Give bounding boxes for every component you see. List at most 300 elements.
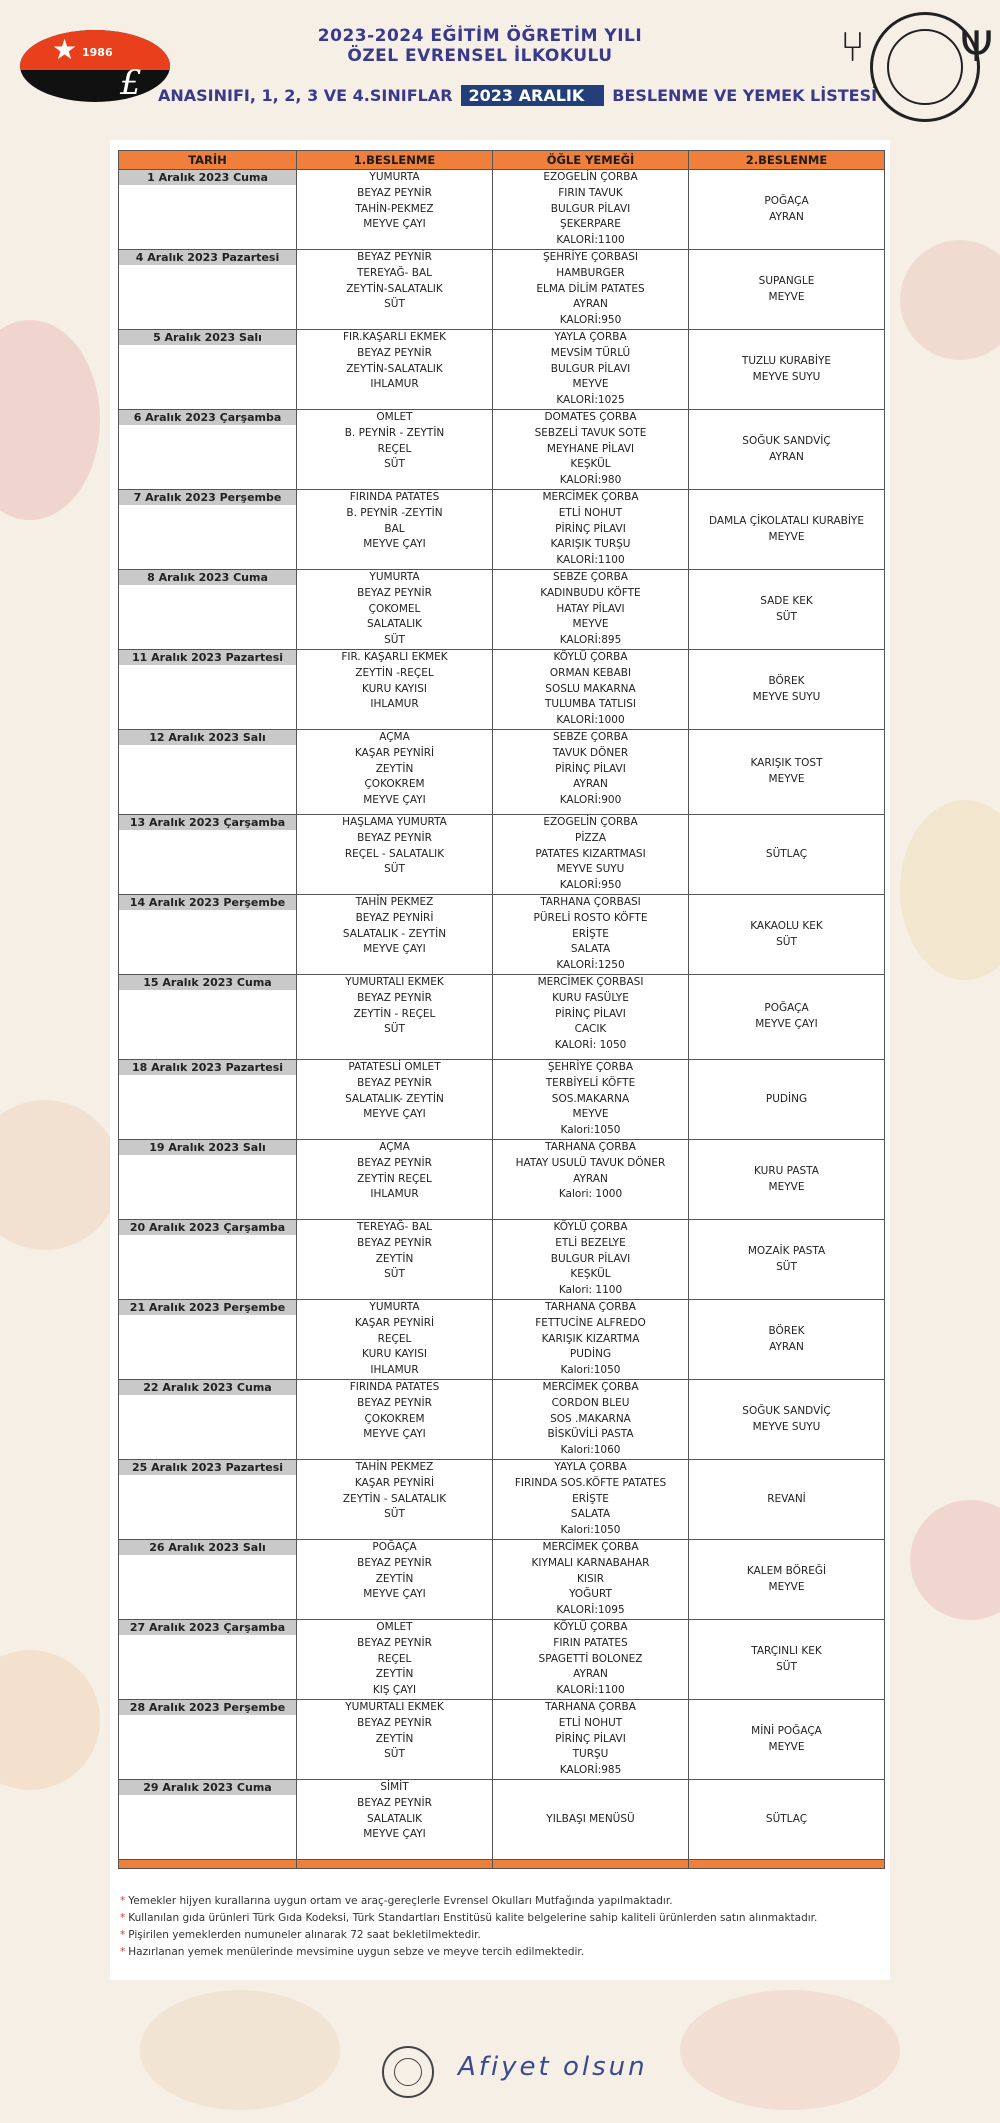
cell-date bbox=[119, 490, 297, 570]
cell-breakfast1 bbox=[297, 1700, 493, 1780]
cell-date bbox=[119, 815, 297, 895]
date-label: 28 Aralık 2023 Perşembe bbox=[119, 1700, 296, 1715]
menu-item: SALATA bbox=[570, 943, 611, 956]
menu-item: KURU KAYISI bbox=[362, 1348, 427, 1361]
cell-breakfast1 bbox=[297, 815, 493, 895]
page-header bbox=[0, 0, 1000, 140]
menu-item: PÜRELİ ROSTO KÖFTE bbox=[533, 911, 648, 924]
bg-decoration bbox=[680, 1990, 900, 2110]
date-label: 5 Aralık 2023 Salı bbox=[119, 330, 296, 345]
header-lunch: ÖĞLE YEMEĞİ bbox=[493, 151, 689, 170]
menu-item: TARHANA ÇORBA bbox=[545, 1701, 636, 1713]
menu-item: KIŞ ÇAYI bbox=[372, 1684, 417, 1697]
menu-item: KALORİ:950 bbox=[559, 879, 622, 892]
menu-item: YUMURTALI EKMEK bbox=[345, 976, 444, 988]
menu-item: KAŞAR PEYNİRİ bbox=[354, 746, 435, 759]
cell-lunch bbox=[493, 1380, 689, 1460]
menu-item: KALORİ:985 bbox=[559, 1764, 622, 1777]
table-row bbox=[119, 815, 885, 895]
menu-item: ŞEKERPARE bbox=[560, 218, 621, 231]
cell-breakfast1 bbox=[297, 1460, 493, 1540]
cell-breakfast2 bbox=[689, 975, 885, 1060]
menu-item: SÜTLAÇ bbox=[765, 847, 808, 860]
menu-item: BÖREK bbox=[768, 674, 805, 687]
cell-date bbox=[119, 250, 297, 330]
cell-breakfast2 bbox=[689, 570, 885, 650]
menu-item: KURU PASTA bbox=[754, 1164, 819, 1177]
menu-item: SÜT bbox=[384, 1023, 405, 1036]
menu-item: BEYAZ PEYNİR bbox=[357, 251, 432, 263]
menu-item: BEYAZ PEYNİR bbox=[357, 1556, 432, 1569]
menu-item: MEYVE bbox=[768, 1180, 805, 1193]
menu-item: MEYVE bbox=[768, 1740, 805, 1753]
menu-item: SPAGETTİ BOLONEZ bbox=[538, 1652, 643, 1665]
menu-item: SÜT bbox=[384, 634, 405, 647]
menu-item: YAYLA ÇORBA bbox=[554, 331, 627, 343]
menu-item: HATAY PİLAVI bbox=[556, 602, 625, 615]
menu-item: SÜT bbox=[384, 1508, 405, 1521]
cell-lunch bbox=[493, 170, 689, 250]
menu-item: MEYVE ÇAYI bbox=[363, 1108, 426, 1121]
menu-item: MEYVE bbox=[572, 618, 609, 631]
menu-item: MEYVE bbox=[768, 773, 805, 785]
menu-item: BEYAZ PEYNİR bbox=[357, 1156, 432, 1169]
menu-item: KALORİ:1100 bbox=[556, 1684, 625, 1697]
menu-item: REÇEL bbox=[377, 1652, 412, 1665]
date-label: 6 Aralık 2023 Çarşamba bbox=[119, 410, 296, 425]
menu-item: KALORİ:895 bbox=[559, 634, 622, 647]
cell-date bbox=[119, 570, 297, 650]
menu-item: SADE KEK bbox=[760, 594, 813, 607]
note-item: * Pişirilen yemeklerden numuneler alınarak 72 saat bekletilmektedir. bbox=[120, 1929, 481, 1941]
menu-item: KALORİ:1095 bbox=[556, 1604, 625, 1617]
cell-date bbox=[119, 1060, 297, 1140]
menu-item: SÜT bbox=[776, 610, 797, 623]
menu-item: KAKAOLU KEK bbox=[750, 919, 823, 932]
star-icon: ★ bbox=[52, 33, 78, 66]
menu-item: MEYVE ÇAYI bbox=[755, 1018, 818, 1030]
cell-lunch bbox=[493, 650, 689, 730]
menu-item: YUMURTA bbox=[369, 571, 420, 583]
menu-item: AÇMA bbox=[379, 731, 410, 743]
menu-item: ZEYTİN-SALATALIK bbox=[346, 362, 443, 375]
cell-date bbox=[119, 1220, 297, 1300]
note-item: * Hazırlanan yemek menülerinde mevsimine uygun sebze ve meyve tercih edilmektedir. bbox=[120, 1946, 585, 1958]
menu-item: TERBİYELİ KÖFTE bbox=[545, 1076, 636, 1089]
date-label: 21 Aralık 2023 Perşembe bbox=[119, 1300, 296, 1315]
menu-item: REVANİ bbox=[767, 1492, 806, 1505]
menu-item: KARIŞIK TURŞU bbox=[550, 538, 631, 551]
cell-date bbox=[119, 1780, 297, 1860]
header-breakfast2: 2.BESLENME bbox=[689, 151, 885, 170]
menu-item: AÇMA bbox=[379, 1141, 410, 1153]
school-name: ÖZEL EVRENSEL İLKOKULU bbox=[347, 46, 613, 66]
menu-item: CORDON BLEU bbox=[551, 1396, 630, 1409]
cell-breakfast2 bbox=[689, 1300, 885, 1380]
footer-bar-cell bbox=[119, 1860, 297, 1869]
note-item: * Yemekler hijyen kurallarına uygun ortam ve araç-gereçlerle Evrensel Okulları Mutfağında yapılmaktadır. bbox=[120, 1895, 673, 1907]
cell-lunch bbox=[493, 1620, 689, 1700]
menu-item: MEVSİM TÜRLÜ bbox=[550, 346, 631, 359]
cell-breakfast1 bbox=[297, 1380, 493, 1460]
cell-date bbox=[119, 330, 297, 410]
cell-date bbox=[119, 895, 297, 975]
cell-breakfast1 bbox=[297, 1300, 493, 1380]
bg-decoration bbox=[0, 1100, 120, 1250]
menu-item: MERCİMEK ÇORBA bbox=[542, 491, 639, 503]
table-header-row bbox=[119, 151, 885, 170]
cell-breakfast1 bbox=[297, 730, 493, 815]
cell-breakfast2 bbox=[689, 815, 885, 895]
menu-item: HATAY USULÜ TAVUK DÖNER bbox=[515, 1156, 666, 1169]
date-label: 14 Aralık 2023 Perşembe bbox=[119, 895, 296, 910]
menu-item: KAŞAR PEYNİRİ bbox=[354, 1316, 435, 1329]
cell-lunch bbox=[493, 1780, 689, 1860]
cell-date bbox=[119, 1300, 297, 1380]
cell-lunch bbox=[493, 1700, 689, 1780]
menu-item: SOĞUK SANDVİÇ bbox=[742, 434, 831, 447]
date-label: 15 Aralık 2023 Cuma bbox=[119, 975, 296, 990]
menu-item: SÜT bbox=[384, 1268, 405, 1281]
cell-breakfast2 bbox=[689, 1140, 885, 1220]
menu-item: CACIK bbox=[574, 1023, 607, 1036]
table-row bbox=[119, 1300, 885, 1380]
table-row bbox=[119, 1700, 885, 1780]
menu-item: SALATALIK- ZEYTİN bbox=[345, 1092, 444, 1105]
menu-subtitle bbox=[158, 82, 878, 108]
menu-item: FIRINDA PATATES bbox=[349, 491, 440, 503]
menu-item: TEREYAĞ- BAL bbox=[356, 1221, 433, 1233]
menu-item: ZEYTİN bbox=[375, 1252, 414, 1265]
menu-item: MEYVE ÇAYI bbox=[363, 943, 426, 956]
menu-item: FETTUCİNE ALFREDO bbox=[535, 1316, 646, 1329]
menu-item: ÇOKOKREM bbox=[364, 778, 425, 791]
menu-item: BEYAZ PEYNİR bbox=[357, 1636, 432, 1649]
date-label: 29 Aralık 2023 Cuma bbox=[119, 1780, 296, 1795]
menu-item: TAHİN-PEKMEZ bbox=[355, 202, 434, 215]
cell-breakfast1 bbox=[297, 1140, 493, 1220]
table-footer-bar bbox=[119, 1860, 885, 1869]
menu-item: MEYVE SUYU bbox=[752, 1420, 821, 1433]
menu-item: TULUMBA TATLISI bbox=[545, 698, 636, 711]
menu-item: SÜT bbox=[776, 1260, 797, 1273]
date-label: 19 Aralık 2023 Salı bbox=[119, 1140, 296, 1155]
menu-item: PİRİNÇ PİLAVI bbox=[555, 1732, 626, 1745]
menu-item: ZEYTİN bbox=[375, 762, 414, 775]
cell-breakfast1 bbox=[297, 570, 493, 650]
menu-item: BEYAZ PEYNİR bbox=[357, 1796, 432, 1809]
menu-item: KÖYLÜ ÇORBA bbox=[553, 1621, 628, 1633]
cell-breakfast1 bbox=[297, 250, 493, 330]
menu-item: SÜT bbox=[776, 1660, 797, 1673]
menu-item: SALATALIK bbox=[366, 1812, 423, 1825]
menu-item: ETLİ NOHUT bbox=[558, 506, 623, 519]
menu-item: REÇEL - SALATALIK bbox=[344, 847, 445, 860]
menu-item: PİZZA bbox=[575, 831, 606, 844]
menu-item: SÜT bbox=[384, 298, 405, 311]
menu-item: ZEYTİN bbox=[375, 1732, 414, 1745]
month-badge: 2023 ARALIK bbox=[461, 85, 605, 106]
menu-item: BULGUR PİLAVI bbox=[550, 362, 631, 375]
menu-item: ZEYTİN - SALATALIK bbox=[342, 1492, 447, 1505]
menu-table bbox=[118, 150, 885, 1869]
date-label: 25 Aralık 2023 Pazartesi bbox=[119, 1460, 296, 1475]
menu-item: ZEYTİN REÇEL bbox=[357, 1172, 432, 1185]
footer-bar-cell bbox=[493, 1860, 689, 1869]
cell-lunch bbox=[493, 1540, 689, 1620]
menu-item: KEŞKÜL bbox=[570, 458, 611, 471]
logo-letter: £ bbox=[120, 63, 142, 102]
table-row bbox=[119, 1380, 885, 1460]
cell-breakfast1 bbox=[297, 895, 493, 975]
cell-breakfast2 bbox=[689, 1460, 885, 1540]
menu-item: MEYVE ÇAYI bbox=[363, 1588, 426, 1601]
menu-item: BÖREK bbox=[768, 1324, 805, 1337]
cell-lunch bbox=[493, 250, 689, 330]
bg-decoration bbox=[900, 240, 1000, 360]
menu-item: SÜT bbox=[384, 458, 405, 471]
menu-item: REÇEL bbox=[377, 442, 412, 455]
header-date: TARİH bbox=[119, 151, 297, 170]
menu-item: KALORİ:950 bbox=[559, 314, 622, 327]
menu-item: SÜT bbox=[384, 1748, 405, 1761]
menu-item: MEYVE ÇAYI bbox=[363, 1828, 426, 1841]
fork-icon: ⑂ bbox=[840, 22, 866, 71]
menu-item: ŞEHRİYE ÇORBA bbox=[547, 1061, 634, 1073]
menu-item: YUMURTA bbox=[369, 171, 420, 183]
menu-item: ERİŞTE bbox=[572, 1492, 609, 1505]
menu-item: KARIŞIK TOST bbox=[750, 757, 823, 770]
menu-item: AYRAN bbox=[573, 778, 608, 791]
menu-item: BULGUR PİLAVI bbox=[550, 1252, 631, 1265]
cell-breakfast1 bbox=[297, 490, 493, 570]
menu-item: BEYAZ PEYNİR bbox=[357, 1076, 432, 1089]
cell-breakfast2 bbox=[689, 1060, 885, 1140]
menu-item: YUMURTA bbox=[369, 1301, 420, 1313]
menu-item: BEYAZ PEYNİR bbox=[357, 186, 432, 199]
menu-item: KADINBUDU KÖFTE bbox=[540, 586, 641, 599]
menu-item: FIR. KAŞARLI EKMEK bbox=[341, 651, 448, 663]
cell-breakfast2 bbox=[689, 490, 885, 570]
grades-label: ANASINIFI, 1, 2, 3 VE 4.SINIFLAR bbox=[158, 85, 453, 105]
menu-item: MEYHANE PİLAVI bbox=[546, 442, 635, 455]
menu-item: ORMAN KEBABI bbox=[549, 666, 632, 679]
menu-item: BİSKÜVİLİ PASTA bbox=[547, 1428, 634, 1441]
table-row bbox=[119, 410, 885, 490]
menu-item: POĞAÇA bbox=[764, 1002, 809, 1015]
menu-item: FIRINDA PATATES bbox=[349, 1381, 440, 1393]
menu-item: MERCİMEK ÇORBASI bbox=[537, 976, 644, 988]
cell-date bbox=[119, 1700, 297, 1780]
knife-icon: Ψ bbox=[960, 22, 994, 71]
menu-item: MEYVE bbox=[768, 290, 805, 303]
menu-item: IHLAMUR bbox=[370, 1188, 419, 1201]
cell-breakfast2 bbox=[689, 650, 885, 730]
bg-decoration bbox=[910, 1500, 1000, 1620]
menu-item: KALEM BÖREĞİ bbox=[746, 1564, 827, 1577]
menu-item: B. PEYNİR -ZEYTİN bbox=[346, 506, 443, 519]
cell-breakfast1 bbox=[297, 1220, 493, 1300]
menu-item: PUDİNG bbox=[765, 1092, 808, 1105]
menu-item: PATATES KIZARTMASI bbox=[535, 847, 646, 860]
menu-item: SOĞUK SANDVİÇ bbox=[742, 1404, 831, 1417]
menu-item: ERİŞTE bbox=[572, 927, 609, 940]
menu-item: Kalori:1050 bbox=[560, 1524, 621, 1537]
menu-item: IHLAMUR bbox=[370, 1364, 419, 1377]
menu-item: OMLET bbox=[376, 1621, 413, 1633]
menu-item: SÜT bbox=[384, 863, 405, 876]
menu-item: AYRAN bbox=[769, 1340, 804, 1353]
menu-item: BEYAZ PEYNİR bbox=[357, 831, 432, 844]
table-row bbox=[119, 170, 885, 250]
menu-item: PATATESLİ OMLET bbox=[348, 1061, 441, 1073]
menu-item: AYRAN bbox=[573, 298, 608, 311]
date-label: 7 Aralık 2023 Perşembe bbox=[119, 490, 296, 505]
date-label: 11 Aralık 2023 Pazartesi bbox=[119, 650, 296, 665]
menu-item: Kalori: 1000 bbox=[558, 1188, 623, 1201]
menu-item: DAMLA ÇİKOLATALI KURABİYE bbox=[709, 514, 864, 527]
menu-item: TARHANA ÇORBA bbox=[545, 1301, 636, 1313]
cell-breakfast1 bbox=[297, 330, 493, 410]
bg-decoration bbox=[900, 800, 1000, 980]
menu-item: BEYAZ PEYNİR bbox=[357, 1716, 432, 1729]
menu-item: ELMA DİLİM PATATES bbox=[536, 282, 645, 295]
cell-lunch bbox=[493, 895, 689, 975]
cell-date bbox=[119, 1380, 297, 1460]
cell-date bbox=[119, 1620, 297, 1700]
menu-item: BULGUR PİLAVI bbox=[550, 202, 631, 215]
menu-item: KIYMALI KARNABAHAR bbox=[531, 1556, 650, 1569]
menu-item: KALORİ:1100 bbox=[556, 554, 625, 567]
menu-item: MEYVE bbox=[768, 1580, 805, 1593]
menu-item: SEBZELİ TAVUK SOTE bbox=[534, 426, 647, 439]
cell-breakfast1 bbox=[297, 1060, 493, 1140]
menu-label: BESLENME VE YEMEK LİSTESİ bbox=[612, 85, 878, 105]
menu-item: KARIŞIK KIZARTMA bbox=[541, 1332, 640, 1345]
cell-lunch bbox=[493, 815, 689, 895]
cell-lunch bbox=[493, 410, 689, 490]
menu-item: BEYAZ PEYNİR bbox=[357, 1236, 432, 1249]
cell-date bbox=[119, 170, 297, 250]
menu-item: B. PEYNİR - ZEYTİN bbox=[344, 426, 445, 439]
menu-item: ZEYTİN bbox=[375, 1668, 414, 1681]
menu-item: ÇOKOKREM bbox=[364, 1412, 425, 1425]
menu-item: FIRIN PATATES bbox=[553, 1636, 628, 1649]
menu-item: ZEYTİN - REÇEL bbox=[353, 1007, 436, 1020]
cell-breakfast1 bbox=[297, 1780, 493, 1860]
menu-item: SOS .MAKARNA bbox=[550, 1412, 631, 1425]
menu-item: BEYAZ PEYNİR bbox=[357, 991, 432, 1004]
menu-item: MERCİMEK ÇORBA bbox=[542, 1381, 639, 1393]
cell-lunch bbox=[493, 1300, 689, 1380]
date-label: 20 Aralık 2023 Çarşamba bbox=[119, 1220, 296, 1235]
menu-item: SOS.MAKARNA bbox=[551, 1092, 630, 1105]
menu-item: KALORİ:1025 bbox=[556, 394, 625, 407]
menu-item: YUMURTALI EKMEK bbox=[345, 1701, 444, 1713]
cell-lunch bbox=[493, 1220, 689, 1300]
menu-item: YILBAŞI MENÜSÜ bbox=[546, 1812, 635, 1825]
note-item: * Kullanılan gıda ürünleri Türk Gıda Kodeksi, Türk Standartları Enstitüsü kalite belgelerine sahip kaliteli ürünlerden satın alınmaktadır. bbox=[120, 1912, 818, 1924]
menu-item: TUZLU KURABİYE bbox=[741, 354, 832, 367]
cell-breakfast2 bbox=[689, 250, 885, 330]
menu-item: BAL bbox=[384, 522, 405, 535]
menu-item: SÜTLAÇ bbox=[765, 1812, 808, 1825]
menu-item: SEBZE ÇORBA bbox=[553, 731, 628, 743]
footer-text: Afiyet olsun bbox=[458, 2052, 648, 2082]
menu-item: YAYLA ÇORBA bbox=[554, 1461, 627, 1473]
cell-breakfast2 bbox=[689, 170, 885, 250]
menu-item: TEREYAĞ- BAL bbox=[356, 266, 433, 279]
school-logo bbox=[20, 30, 170, 102]
footer-bar-cell bbox=[297, 1860, 493, 1869]
cell-lunch bbox=[493, 1140, 689, 1220]
table-row bbox=[119, 1460, 885, 1540]
menu-item: ZEYTİN bbox=[375, 1572, 414, 1585]
menu-item: MEYVE bbox=[768, 530, 805, 543]
menu-item: ZEYTİN-SALATALIK bbox=[346, 282, 443, 295]
cell-lunch bbox=[493, 490, 689, 570]
menu-item: KAŞAR PEYNİRİ bbox=[354, 1476, 435, 1489]
date-label: 12 Aralık 2023 Salı bbox=[119, 730, 296, 745]
menu-item: Kalori: 1100 bbox=[558, 1284, 623, 1297]
date-label: 8 Aralık 2023 Cuma bbox=[119, 570, 296, 585]
menu-item: MEYVE ÇAYI bbox=[363, 794, 426, 807]
table-row bbox=[119, 250, 885, 330]
menu-item: MEYVE ÇAYI bbox=[363, 218, 426, 231]
menu-item: ŞEHRİYE ÇORBASI bbox=[542, 251, 638, 263]
plate-footer-icon bbox=[382, 2046, 434, 2098]
menu-item: TARÇINLI KEK bbox=[751, 1644, 822, 1657]
menu-item: HAMBURGER bbox=[556, 266, 625, 279]
menu-item: ÇOKOMEL bbox=[368, 602, 421, 615]
table-row bbox=[119, 330, 885, 410]
cell-lunch bbox=[493, 570, 689, 650]
footer-bar-cell bbox=[689, 1860, 885, 1869]
menu-item: ETLİ BEZELYE bbox=[555, 1236, 626, 1249]
bg-decoration bbox=[0, 320, 100, 520]
menu-item: KALORİ:1000 bbox=[556, 714, 625, 727]
menu-item: KALORİ:900 bbox=[559, 794, 622, 807]
menu-item: ZEYTİN -REÇEL bbox=[355, 666, 434, 679]
menu-item: KURU FASÜLYE bbox=[552, 991, 629, 1004]
table-row bbox=[119, 1140, 885, 1220]
menu-item: TAHİN PEKMEZ bbox=[355, 1461, 434, 1473]
menu-item: KEŞKÜL bbox=[570, 1268, 611, 1281]
date-label: 1 Aralık 2023 Cuma bbox=[119, 170, 296, 185]
menu-item: MEYVE bbox=[572, 1108, 609, 1121]
table-row bbox=[119, 1620, 885, 1700]
bg-decoration bbox=[0, 1650, 100, 1790]
cell-date bbox=[119, 1140, 297, 1220]
cell-lunch bbox=[493, 1460, 689, 1540]
menu-item: SUPANGLE bbox=[758, 274, 815, 287]
menu-item: AYRAN bbox=[573, 1668, 608, 1681]
cell-breakfast2 bbox=[689, 1220, 885, 1300]
bg-decoration bbox=[140, 1990, 340, 2110]
plate-footer-inner bbox=[394, 2058, 422, 2086]
menu-item: MOZAİK PASTA bbox=[747, 1244, 826, 1257]
table-row bbox=[119, 975, 885, 1060]
menu-item: TAVUK DÖNER bbox=[552, 746, 629, 759]
cell-breakfast2 bbox=[689, 1380, 885, 1460]
menu-item: KALORİ:1250 bbox=[556, 959, 625, 972]
cell-date bbox=[119, 650, 297, 730]
menu-item: REÇEL bbox=[377, 1332, 412, 1345]
cell-date bbox=[119, 975, 297, 1060]
menu-item: IHLAMUR bbox=[370, 698, 419, 711]
cell-date bbox=[119, 730, 297, 815]
menu-item: PUDİNG bbox=[569, 1348, 612, 1361]
